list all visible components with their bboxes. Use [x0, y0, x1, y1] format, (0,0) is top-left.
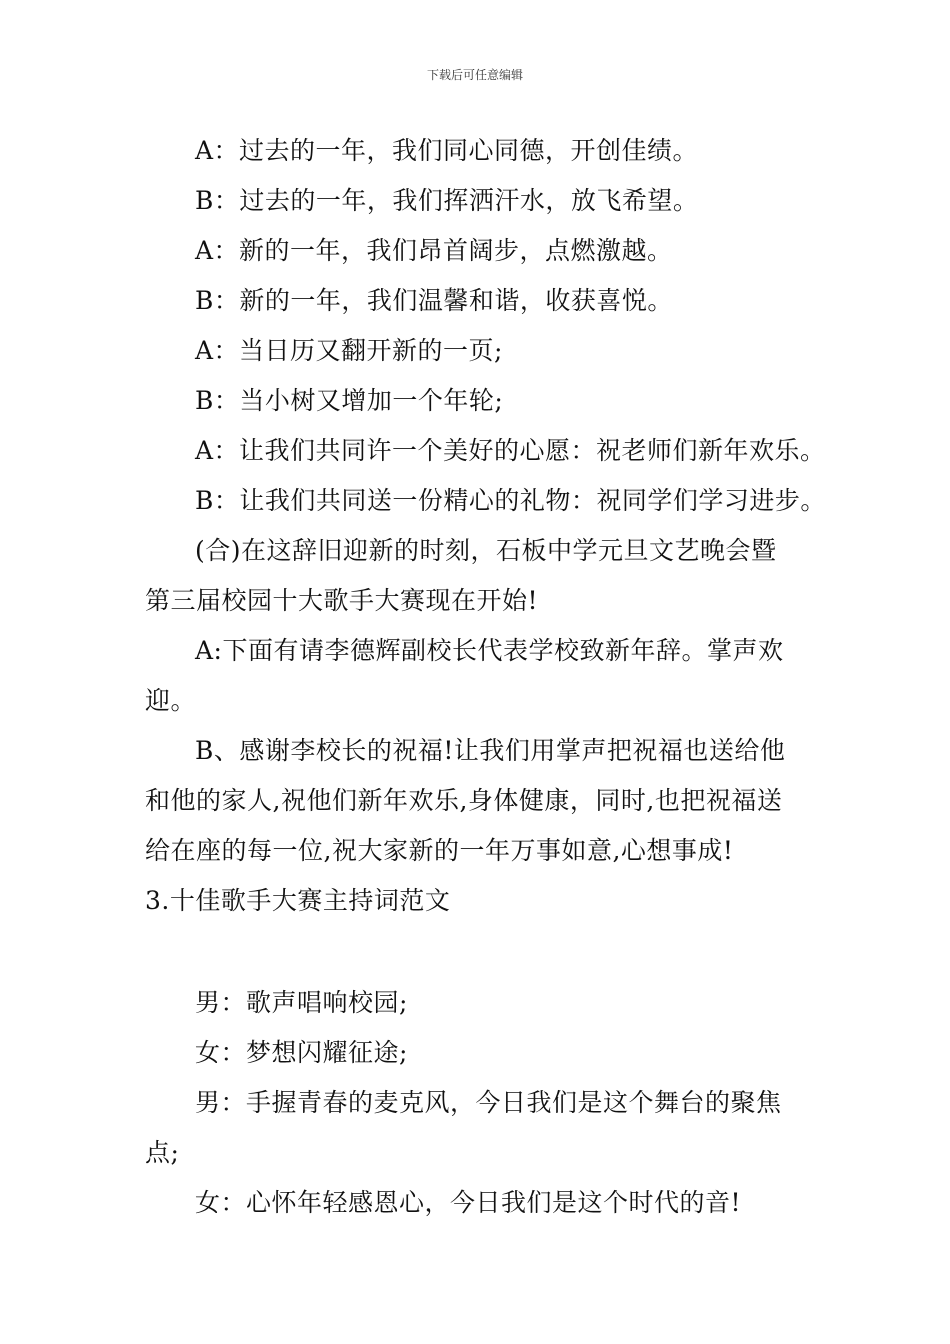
- paragraph-line: 迎。: [145, 686, 197, 715]
- paragraph-line: A:下面有请李德辉副校长代表学校致新年辞。掌声欢: [195, 636, 784, 665]
- dialogue-line: B：让我们共同送一份精心的礼物：祝同学们学习进步。: [195, 486, 826, 515]
- dialogue-line: A：新的一年，我们昂首阔步，点燃激越。: [195, 236, 673, 265]
- dialogue-line: A：当日历又翻开新的一页;: [195, 336, 503, 365]
- dialogue-line: A：过去的一年，我们同心同德，开创佳绩。: [195, 136, 699, 165]
- dialogue-line: 男：手握青春的麦克风，今日我们是这个舞台的聚焦: [195, 1088, 782, 1117]
- page-header: 下载后可任意编辑: [426, 68, 523, 82]
- blank-space: [145, 926, 825, 978]
- dialogue-line: B：过去的一年，我们挥洒汗水，放飞希望。: [195, 186, 699, 215]
- dialogue-line: B：新的一年，我们温馨和谐，收获喜悦。: [195, 286, 673, 315]
- dialogue-line: A：让我们共同许一个美好的心愿：祝老师们新年欢乐。: [195, 436, 826, 465]
- paragraph-line: 给在座的每一位,祝大家新的一年万事如意,心想事成!: [145, 836, 734, 865]
- paragraph-line: B、感谢李校长的祝福!让我们用掌声把祝福也送给他: [195, 736, 786, 765]
- paragraph-line: 第三届校园十大歌手大赛现在开始!: [145, 586, 539, 615]
- dialogue-line: 女：心怀年轻感恩心，今日我们是这个时代的音!: [195, 1188, 742, 1217]
- paragraph-line: 点;: [145, 1138, 180, 1167]
- dialogue-line: 女：梦想闪耀征途;: [195, 1038, 408, 1067]
- section-heading: 3.十佳歌手大赛主持词范文: [145, 886, 451, 915]
- document-body: [145, 126, 825, 1228]
- dialogue-line: B：当小树又增加一个年轮;: [195, 386, 504, 415]
- paragraph-line: 和他的家人,祝他们新年欢乐,身体健康，同时,也把祝福送: [145, 786, 783, 815]
- dialogue-line: 男：歌声唱响校园;: [195, 988, 408, 1017]
- paragraph-line: (合)在这辞旧迎新的时刻，石板中学元旦文艺晚会暨: [195, 536, 777, 565]
